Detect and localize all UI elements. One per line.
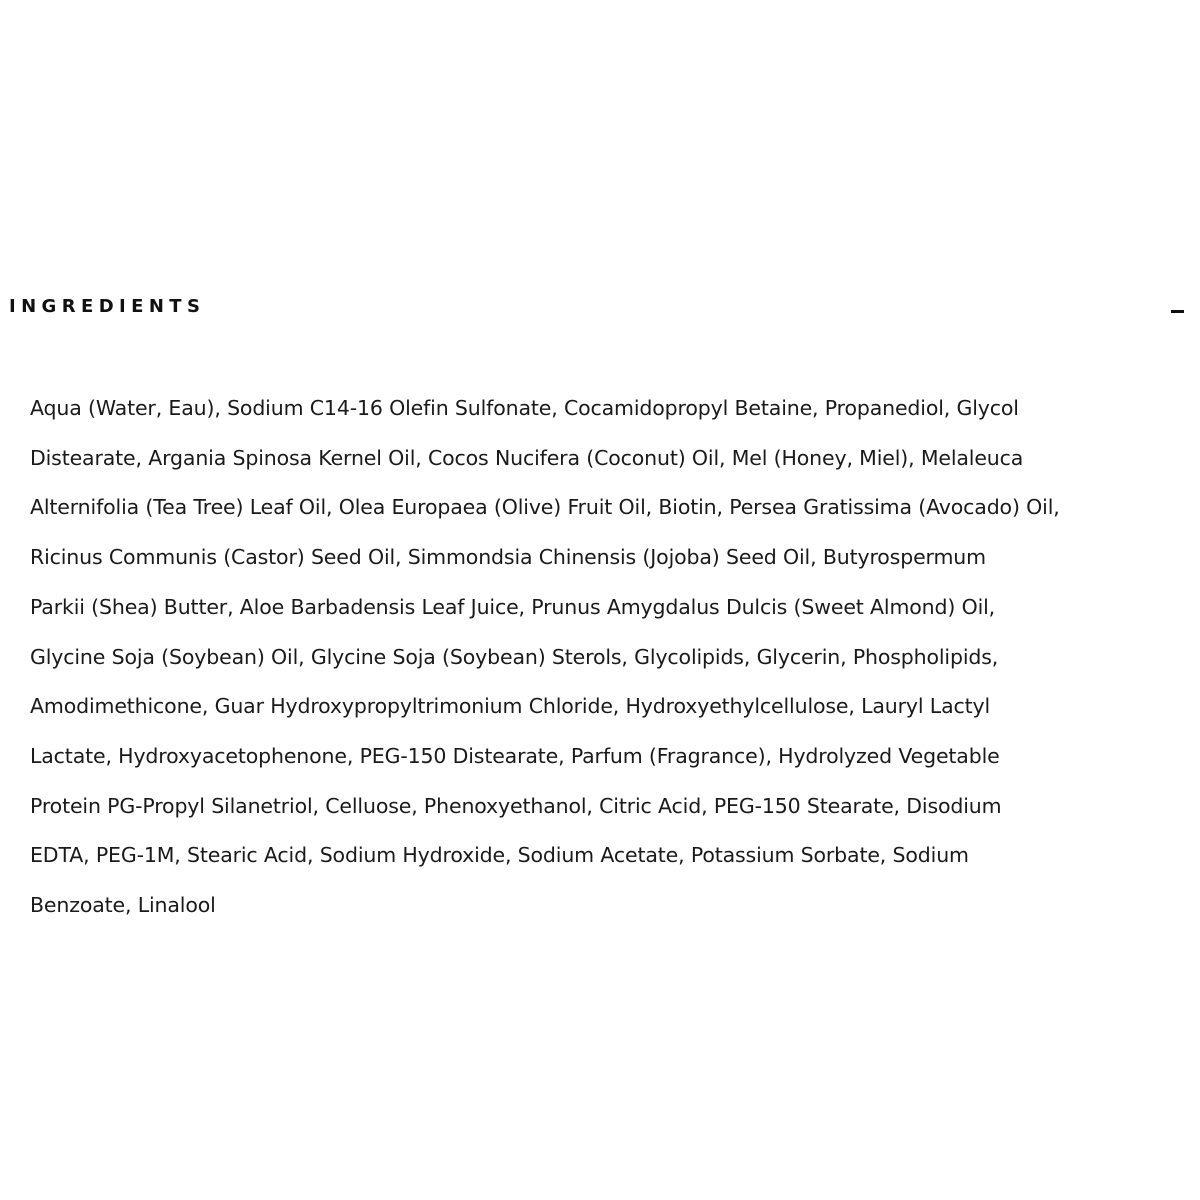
ingredients-line: Parkii (Shea) Butter, Aloe Barbadensis Leaf Juice, Prunus Amygdalus Dulcis (Sweet Almond) Oil, bbox=[30, 594, 996, 619]
ingredients-line: Protein PG-Propyl Silanetriol, Celluose, Phenoxyethanol, Citric Acid, PEG-150 Stearate, Disodium bbox=[30, 793, 1002, 818]
ingredients-line: Lactate, Hydroxyacetophenone, PEG-150 Distearate, Parfum (Fragrance), Hydrolyzed Vegetable bbox=[30, 743, 1000, 768]
ingredients-line: Glycine Soja (Soybean) Oil, Glycine Soja (Soybean) Sterols, Glycolipids, Glycerin, Phospholipids, bbox=[30, 644, 999, 669]
ingredients-line: Aqua (Water, Eau), Sodium C14-16 Olefin Sulfonate, Cocamidopropyl Betaine, Propanediol, Glycol bbox=[30, 396, 1019, 420]
ingredients-accordion bbox=[0, 286, 1200, 918]
ingredients-line: Distearate, Argania Spinosa Kernel Oil, Cocos Nucifera (Coconut) Oil, Mel (Honey, Miel), Melaleuca bbox=[30, 445, 1024, 470]
ingredients-panel bbox=[30, 384, 1196, 931]
ingredients-accordion-header[interactable] bbox=[0, 286, 1200, 330]
ingredients-line: Ricinus Communis (Castor) Seed Oil, Simmondsia Chinensis (Jojoba) Seed Oil, Butyrospermum bbox=[30, 545, 986, 570]
minus-icon[interactable] bbox=[1168, 300, 1188, 320]
ingredients-line: Benzoate, Linalool bbox=[30, 893, 216, 918]
section-title: INGREDIENTS bbox=[9, 296, 206, 317]
ingredients-list bbox=[30, 384, 1196, 931]
ingredients-line: EDTA, PEG-1M, Stearic Acid, Sodium Hydroxide, Sodium Acetate, Potassium Sorbate, Sodium bbox=[30, 843, 969, 868]
ingredients-line: Alternifolia (Tea Tree) Leaf Oil, Olea Europaea (Olive) Fruit Oil, Biotin, Persea Gratissima (Avocado) Oil, bbox=[30, 495, 1060, 520]
ingredients-line: Amodimethicone, Guar Hydroxypropyltrimonium Chloride, Hydroxyethylcellulose, Lauryl Lactyl bbox=[30, 694, 991, 719]
